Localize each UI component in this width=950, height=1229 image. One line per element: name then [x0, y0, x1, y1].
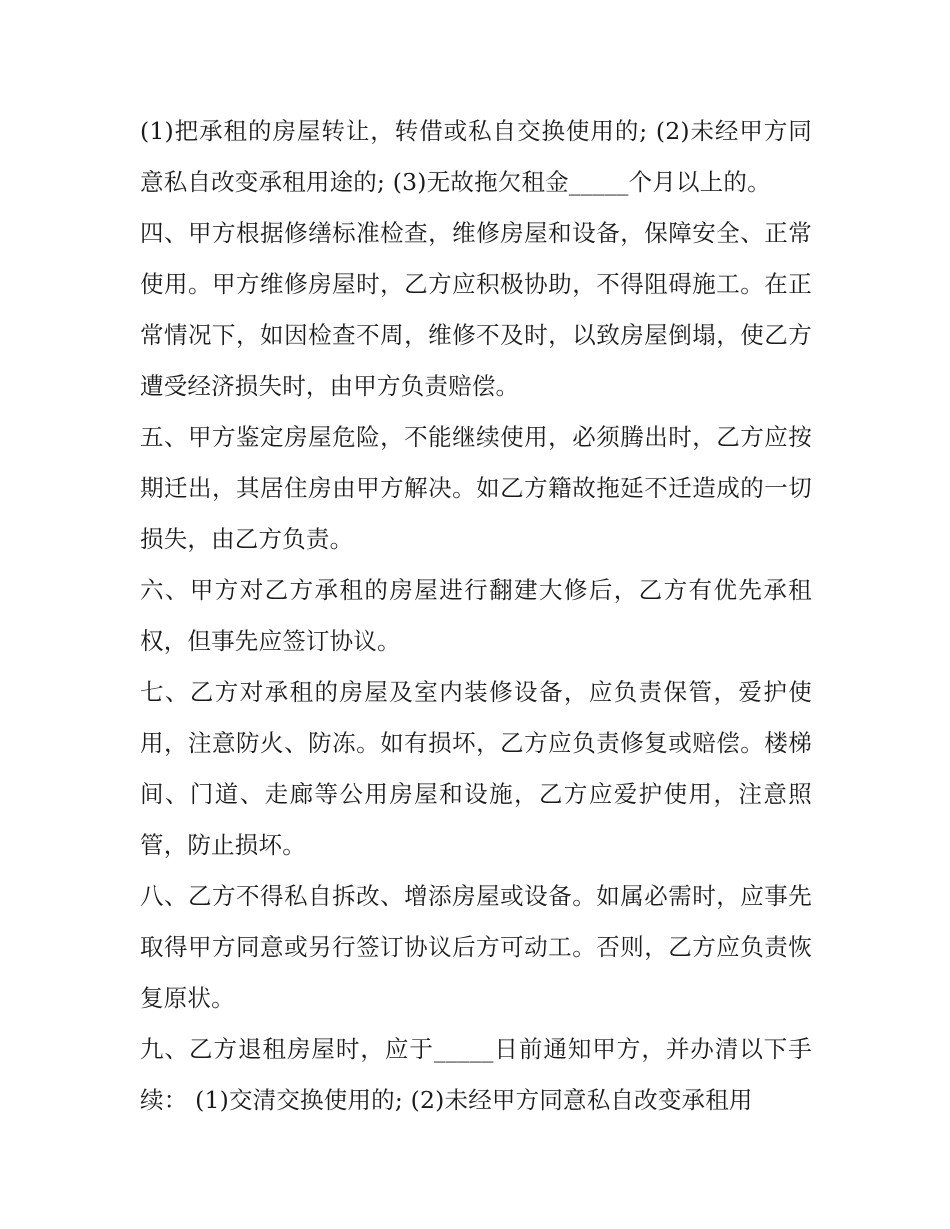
- paragraph-clause-7: 七、乙方对承租的房屋及室内装修设备，应负责保管，爱护使用，注意防火、防冻。如有损坏，乙方应负责修复或赔偿。楼梯间、门道、走廊等公用房屋和设施，乙方应爱护使用，注意照管，防止损坏。: [140, 678, 812, 859]
- document-body: [140, 106, 812, 1126]
- paragraph-clause-8: 八、乙方不得私自拆改、增添房屋或设备。如属必需时，应事先取得甲方同意或另行签订协议后方可动工。否则，乙方应负责恢复原状。: [140, 882, 812, 1012]
- paragraph-clause-6: 六、甲方对乙方承租的房屋进行翻建大修后，乙方有优先承租权，但事先应签订协议。: [140, 576, 812, 655]
- paragraph-clause-9: 九、乙方退租房屋时，应于_____日前通知甲方，并办清以下手续： (1)交清交换使用的; (2)未经甲方同意私自改变承租用: [140, 1035, 812, 1114]
- paragraph-clause-4: 四、甲方根据修缮标准检查，维修房屋和设备，保障安全、正常使用。甲方维修房屋时，乙方应积极协助，不得阻碍施工。在正常情况下，如因检查不周，维修不及时，以致房屋倒塌，使乙方遭受经济损失时，由甲方负责赔偿。: [140, 219, 812, 400]
- paragraph-clause-3-items: (1)把承租的房屋转让，转借或私自交换使用的; (2)未经甲方同意私自改变承租用途的; (3)无故拖欠租金_____个月以上的。: [140, 117, 812, 196]
- paragraph-clause-5: 五、甲方鉴定房屋危险，不能继续使用，必须腾出时，乙方应按期迁出，其居住房由甲方解决。如乙方籍故拖延不迁造成的一切损失，由乙方负责。: [140, 423, 812, 553]
